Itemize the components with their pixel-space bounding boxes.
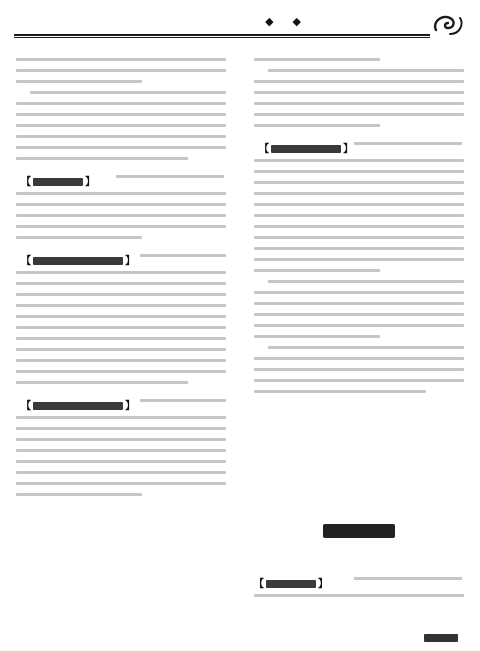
text-line	[16, 157, 188, 160]
text-line	[16, 102, 226, 105]
text-line	[16, 427, 226, 430]
text-line	[268, 69, 464, 72]
diamond-icon: ◆	[292, 15, 303, 28]
text-line	[254, 368, 464, 371]
text-line	[16, 293, 226, 296]
text-line	[16, 359, 226, 362]
text-line	[254, 594, 464, 597]
text-line	[254, 269, 380, 272]
text-line	[254, 236, 464, 239]
page-number-mark	[424, 634, 458, 642]
subsection-header	[254, 572, 464, 590]
subsection-header	[16, 249, 226, 267]
text-line	[16, 225, 226, 228]
text-line	[354, 577, 462, 580]
text-line	[354, 142, 462, 145]
text-line	[254, 58, 380, 61]
text-line	[140, 399, 226, 402]
right-column-tail	[254, 562, 464, 605]
text-line	[254, 181, 464, 184]
text-line	[254, 357, 464, 360]
text-line	[30, 91, 226, 94]
text-line	[16, 146, 226, 149]
swirl-logo-icon	[430, 10, 466, 38]
subsection-tag-mark: 【 】	[21, 401, 136, 412]
text-line	[268, 280, 464, 283]
text-line	[16, 482, 226, 485]
header-rule-thin	[14, 37, 430, 38]
diamond-icon: ◆	[265, 15, 276, 28]
text-line	[16, 449, 226, 452]
subsection-tag-mark: 【 】	[254, 579, 328, 590]
text-line	[140, 254, 226, 257]
subsection-tag-mark: 【 】	[259, 144, 354, 155]
text-line	[16, 493, 142, 496]
text-line	[16, 381, 188, 384]
text-line	[16, 124, 226, 127]
text-line	[116, 175, 224, 178]
section-title	[174, 13, 394, 29]
text-line	[254, 192, 464, 195]
header-rule	[14, 34, 430, 36]
text-line	[254, 203, 464, 206]
text-line	[16, 282, 226, 285]
text-line	[254, 335, 380, 338]
text-line	[254, 124, 380, 127]
text-line	[254, 170, 464, 173]
text-line	[16, 214, 226, 217]
text-line	[16, 326, 226, 329]
text-line	[16, 337, 226, 340]
right-column	[254, 50, 464, 401]
text-line	[16, 58, 226, 61]
subsection-tag-mark: 【 】	[21, 256, 136, 267]
subsection-header	[16, 170, 226, 188]
text-line	[16, 460, 226, 463]
running-header	[14, 10, 466, 38]
text-line	[254, 80, 464, 83]
text-line	[254, 214, 464, 217]
text-line	[254, 379, 464, 382]
section-heading-mark	[323, 524, 395, 538]
text-line	[254, 159, 464, 162]
text-line	[16, 135, 226, 138]
text-line	[16, 304, 226, 307]
text-line	[254, 225, 464, 228]
subsection-header	[16, 394, 226, 412]
text-line	[16, 416, 226, 419]
text-line	[254, 302, 464, 305]
text-line	[16, 438, 226, 441]
text-line	[16, 203, 226, 206]
text-line	[254, 247, 464, 250]
text-line	[16, 192, 226, 195]
text-line	[16, 471, 226, 474]
subsection-tag-mark: 【 】	[21, 177, 96, 188]
text-line	[16, 348, 226, 351]
text-line	[254, 313, 464, 316]
text-line	[16, 315, 226, 318]
text-line	[254, 324, 464, 327]
text-line	[254, 258, 464, 261]
text-line	[254, 291, 464, 294]
text-line	[254, 102, 464, 105]
text-line	[16, 370, 226, 373]
text-line	[16, 69, 226, 72]
page-number	[424, 632, 458, 643]
section-heading	[254, 524, 464, 542]
text-line	[16, 80, 142, 83]
text-line	[16, 271, 226, 274]
subsection-header	[254, 137, 464, 155]
text-line	[268, 346, 464, 349]
text-line	[16, 236, 142, 239]
text-line	[254, 113, 464, 116]
text-line	[254, 91, 464, 94]
left-column	[16, 50, 226, 504]
text-line	[254, 390, 426, 393]
text-line	[16, 113, 226, 116]
